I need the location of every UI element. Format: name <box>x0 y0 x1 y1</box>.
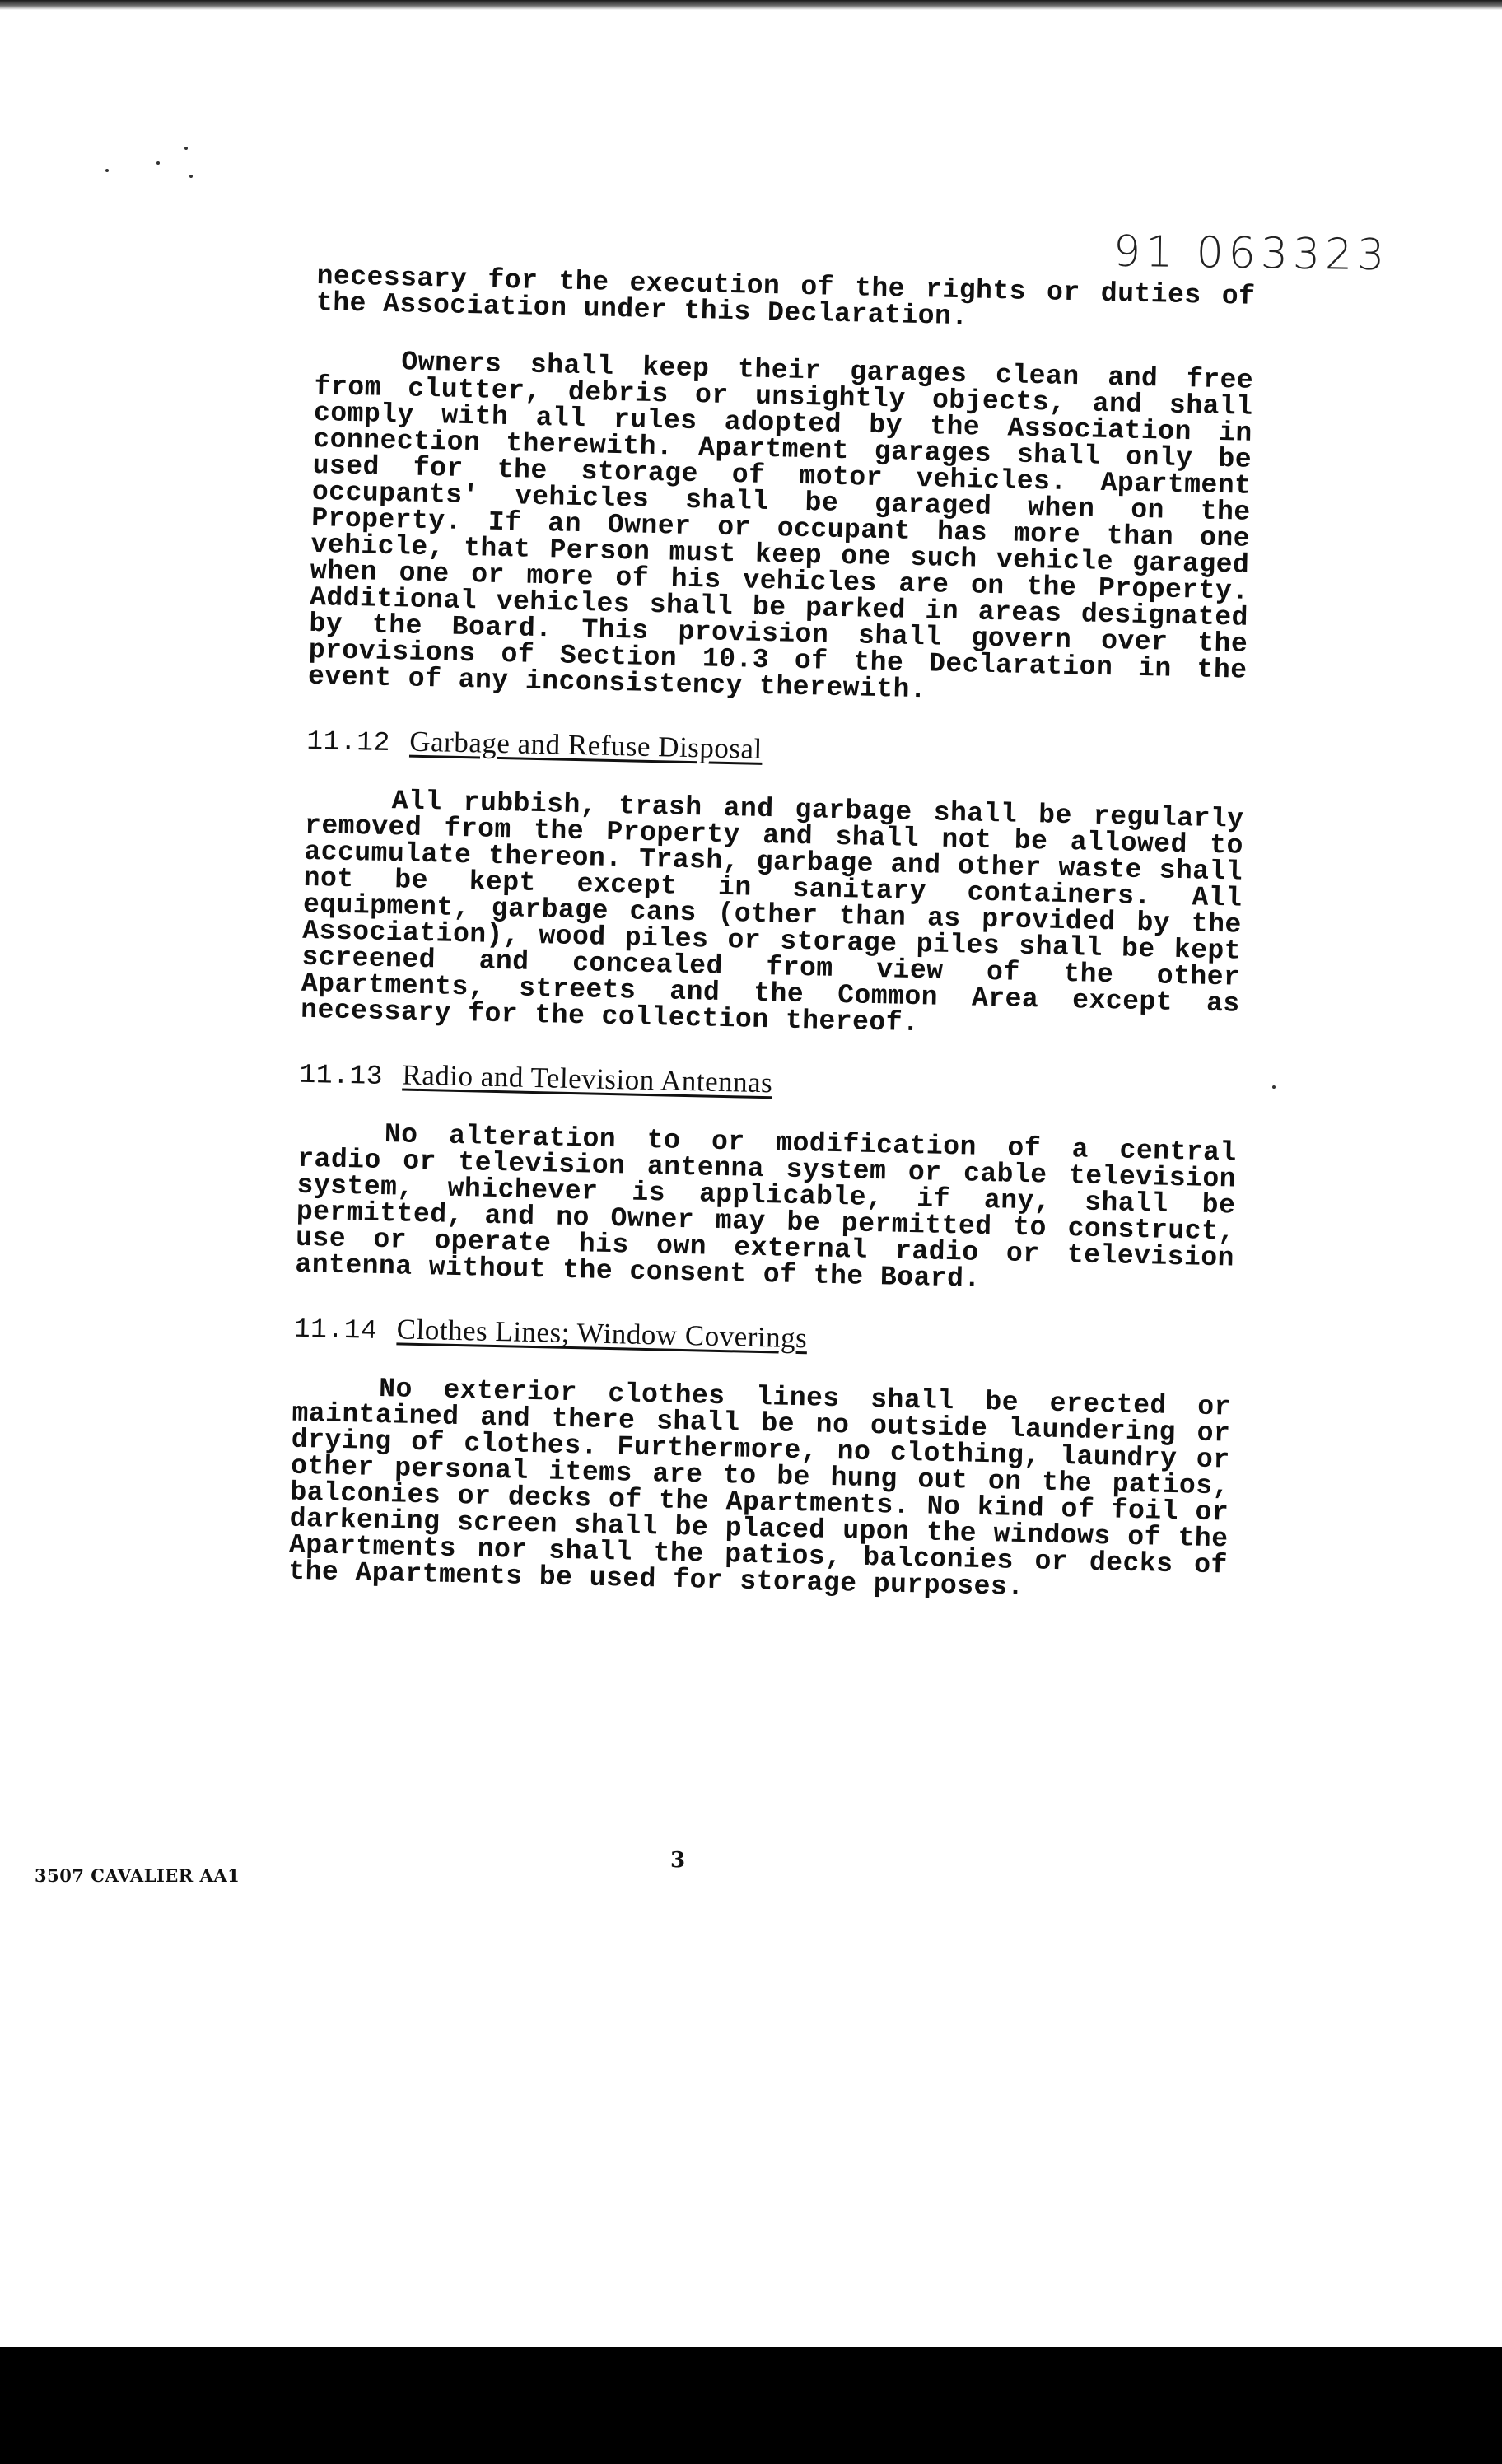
section-11-12 <box>301 726 1246 1044</box>
scan-speck <box>156 161 160 165</box>
section-number: 11.14 <box>293 1314 378 1346</box>
document-body <box>287 261 1256 1605</box>
section-number: 11.12 <box>306 726 391 759</box>
section-number: 11.13 <box>299 1059 384 1092</box>
page-number: 3 <box>670 1848 686 1873</box>
scan-bottom-band <box>0 2347 1502 2464</box>
scan-speck <box>184 147 188 150</box>
section-body: No alteration to or modification of a central radio or television antenna system or cable television system, whichever is applicable, if any, shall be permitted, and no Owner may be permitted to construct, use or operate his own external radio or television antenna without the consent of the Board. <box>295 1119 1238 1295</box>
footer-document-id: 3507 CAVALIER AA1 <box>35 1865 240 1886</box>
continuation-paragraph: necessary for the execution of the rights or duties of the Association under this Declaration. <box>315 261 1256 333</box>
section-body: All rubbish, trash and garbage shall be regularly removed from the Property and shall not be allowed to accumulate thereon. Trash, garbage and other waste shall not be kept except in sanitary containers. All equipment, garbage cans (other than as provided by the Association), wood piles or storage piles shall be kept screened and concealed from view of the other Apartments, streets and the Common Area except as necessary for the collection thereof. <box>300 786 1244 1039</box>
section-title: Radio and Television Antennas <box>402 1058 773 1099</box>
scan-speck <box>105 169 109 172</box>
section-body: No exterior clothes lines shall be erected or maintained and there shall be no outside laundering or drying of clothes. Furthermore, no clothing, laundry or other personal items are to be hung out on the patios, balconies or decks of the Apartments. No kind of foil or darkening screen shall be placed upon the windows of the Apartments nor shall the patios, balconies or decks of the Apartments be used for storage purposes. <box>287 1373 1232 1603</box>
section-title: Clothes Lines; Window Coverings <box>396 1313 808 1355</box>
scan-speck <box>1272 1085 1276 1089</box>
document-number: 91 063323 <box>1113 226 1390 281</box>
section-title: Garbage and Refuse Disposal <box>408 725 763 765</box>
scan-speck <box>189 175 193 178</box>
garage-paragraph: Owners shall keep their garages clean and free from clutter, debris or unsightly objects, and shall comply with all rules adopted by the Association in connection therewith. Apartment garages shall only be used for the storage of motor vehicles. Apartment occupants' vehicles shall be garaged when on the Property. If an Owner or occupant has more than one vehicle, that Person must keep one such vehicle garaged when one or more of his vehicles are on the Property. Additional vehicles shall be parked in areas designated by the Board. This provision shall govern over the provisions of Section 10.3 of the Declaration in the event of any inconsistency therewith. <box>307 347 1254 706</box>
section-11-13 <box>295 1060 1238 1299</box>
scan-top-edge <box>0 0 1502 10</box>
section-11-14 <box>288 1314 1233 1606</box>
